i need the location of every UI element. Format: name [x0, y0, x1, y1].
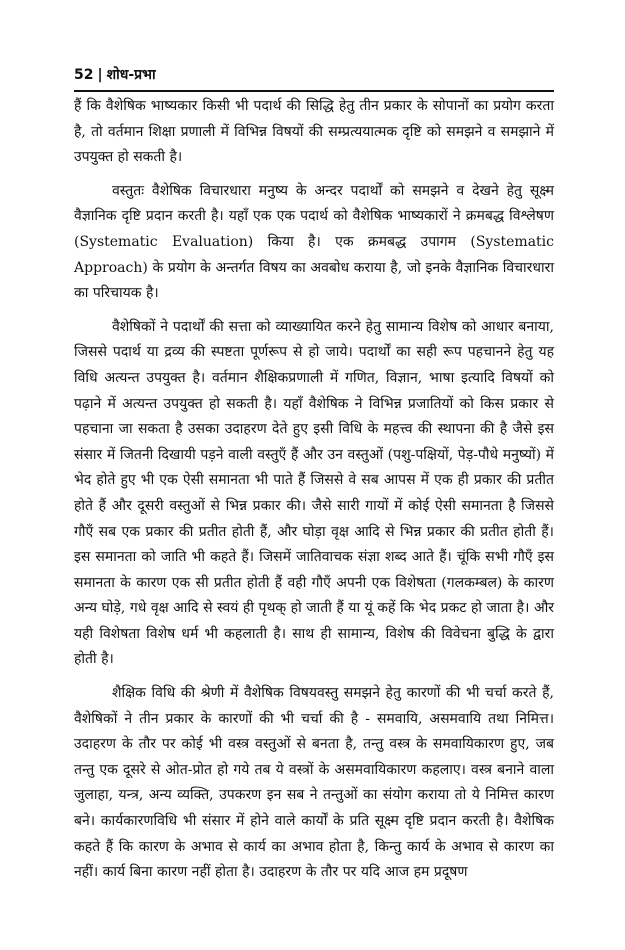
body-text	[74, 94, 554, 886]
book-page	[74, 64, 554, 894]
running-header	[74, 64, 554, 92]
paragraph-4: शैक्षिक विधि की श्रेणी में वैशेषिक विषयवस्तु समझने हेतु कारणों की भी चर्चा करते हैं, वैशेषिकों ने तीन प्रकार के कारणों की भी चर्चा की है - समवायि, असमवायि तथा निमित्त। उदाहरण के तौर पर कोई भी वस्त्र वस्तुओं से बनता है, तन्तु वस्त्र के समवायिकारण हुए, जब तन्तु एक दूसरे से ओत-प्रोत हो गये तब ये वस्त्रों के असमवायिकारण कहलाए। वस्त्र बनाने वाला जुलाहा, यन्त्र, अन्य व्यक्ति, उपकरण इन सब ने तन्तुओं का संयोग कराया तो ये निमित्त कारण बने। कार्यकारणविधि भी संसार में होने वाले कार्यों के प्रति सूक्ष्म दृष्टि प्रदान करती है। वैशेषिक कहते हैं कि कारण के अभाव से कार्य का अभाव होता है, किन्तु कार्य के अभाव से कारण का नहीं। कार्य बिना कारण नहीं होता है। उदाहरण के तौर पर यदि आज हम प्रदूषण	[74, 685, 554, 881]
page-number: 52	[74, 67, 94, 83]
paragraph-2: वस्तुतः वैशेषिक विचारधारा मनुष्य के अन्दर पदार्थों को समझने व देखने हेतु सूक्ष्म वैज्ञानिक दृष्टि प्रदान करती है। यहाँ एक एक पदार्थ को वैशेषिक भाष्यकारों ने क्रमबद्ध विश्लेषण (Systematic Evaluation) किया है। एक क्रमबद्ध उपागम (Systematic Approach) के प्रयोग के अन्तर्गत विषय का अवबोध कराया है, जो इनके वैज्ञानिक विचारधारा का परिचायक है।	[74, 182, 554, 302]
paragraph-1: हैं कि वैशेषिक भाष्यकार किसी भी पदार्थ की सिद्धि हेतु तीन प्रकार के सोपानों का प्रयोग करता है, तो वर्तमान शिक्षा प्रणाली में विभिन्न विषयों की सम्प्रत्ययात्मक दृष्टि को समझने व समझाने में उपयुक्त हो सकती है।	[74, 98, 554, 166]
paragraph-3: वैशेषिकों ने पदार्थों की सत्ता को व्याख्यायित करने हेतु सामान्य विशेष को आधार बनाया, जिससे पदार्थ या द्रव्य की स्पष्टता पूर्णरूप से हो जाये। पदार्थों का सही रूप पहचानने हेतु यह विधि अत्यन्त उपयुक्त है। वर्तमान शैक्षिकप्रणाली में गणित, विज्ञान, भाषा इत्यादि विषयों को पढ़ाने में अत्यन्त उपयुक्त हो सकती है। यहाँ वैशेषिक ने विभिन्न प्रजातियों को किस प्रकार से पहचाना जा सकता है उसका उदाहरण देते हुए इसी विधि के महत्त्व की स्थापना की है जैसे इस संसार में जितनी दिखायी पड़ने वाली वस्तुएँ हैं और उन वस्तुओं (पशु-पक्षियों, पेड़-पौधे मनुष्यों) में भेद होते हुए भी एक ऐसी समानता भी पाते हैं जिससे वे सब आपस में एक ही प्रकार की प्रतीत होते हैं और दूसरी वस्तुओं से भिन्न प्रकार की। जैसे सारी गायों में कोई ऐसी समानता है जिससे गौएँ सब एक प्रकार की प्रतीत होती हैं, और घोड़ा वृक्ष आदि से भिन्न प्रकार की प्रतीत होती हैं। इस समानता को जाति भी कहते हैं। जिसमें जातिवाचक संज्ञा शब्द आते हैं। चूंकि सभी गौएँ इस समानता के कारण एक सी प्रतीत होती हैं वही गौएँ अपनी एक विशेषता (गलकम्बल) के कारण अन्य घोड़े, गधे वृक्ष आदि से स्वयं ही पृथक् हो जाती हैं या यूं कहें कि भेद प्रकट हो जाता है। और यही विशेषता विशेष धर्म भी कहलाती है। साथ ही सामान्य, विशेष की विवेचना बुद्धि के द्वारा होती है।	[74, 318, 554, 668]
header-separator: |	[97, 67, 103, 83]
journal-title: शोध-प्रभा	[106, 67, 156, 83]
